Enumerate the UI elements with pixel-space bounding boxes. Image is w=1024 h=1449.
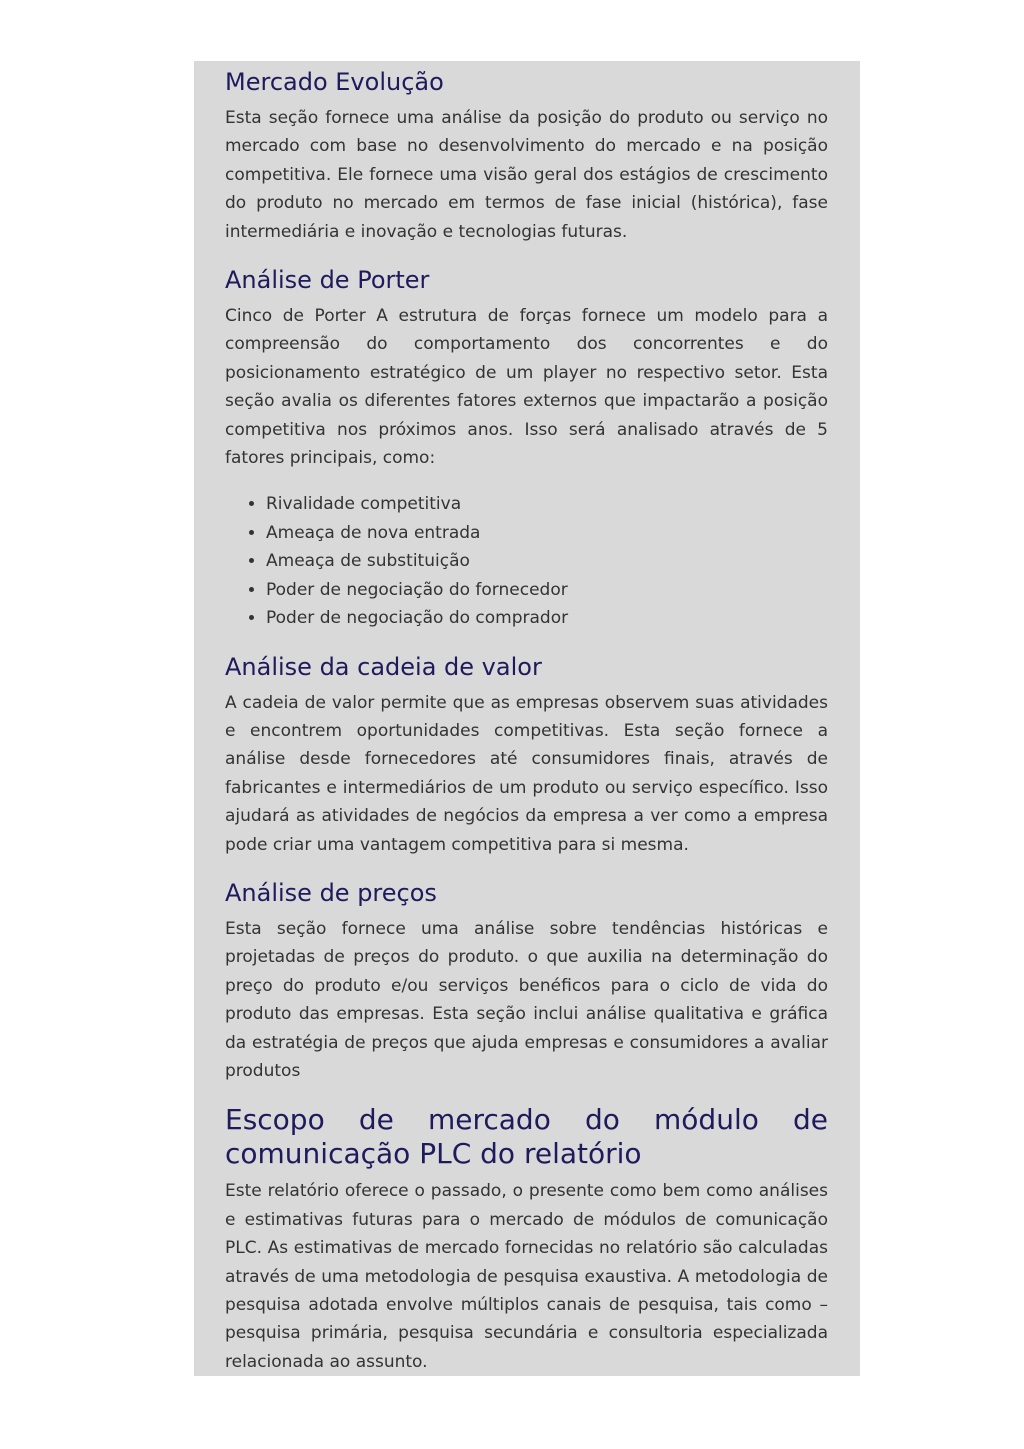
document-page [194, 61, 860, 1376]
heading-market-scope: Escopo de mercado do módulo de comunicação PLC do relatório [225, 1103, 828, 1171]
heading-value-chain: Análise da cadeia de valor [225, 652, 542, 681]
paragraph-value-chain: A cadeia de valor permite que as empresas observem suas atividades e encontrem oportunidades competitivas. Esta seção fornece a análise desde fornecedores até consumidores finais, através de fabricantes e intermediários de um produto ou serviço específico. Isso ajudará as atividades de negócios da empresa a ver como a empresa pode criar uma vantagem competitiva para si mesma. [225, 692, 828, 855]
paragraph-market-scope: Este relatório oferece o passado, o presente como bem como análises e estimativas futuras para o mercado de módulos de comunicação PLC. As estimativas de mercado fornecidas no relatório são calculadas através de uma metodologia de pesquisa exaustiva. A metodologia de pesquisa adotada envolve múltiplos canais de pesquisa, tais como – pesquisa primária, pesquisa secundária e consultoria especializada relacionada ao assunto. [225, 1181, 828, 1372]
heading-pricing-analysis: Análise de preços [225, 878, 437, 907]
paragraph-market-evolution: Esta seção fornece uma análise da posição do produto ou serviço no mercado com base no desenvolvimento do mercado e na posição competitiva. Ele fornece uma visão geral dos estágios de crescimento do produto no mercado em termos de fase inicial (histórica), fase intermediária e inovação e tecnologias futuras. [225, 108, 828, 242]
section-market-scope [225, 1103, 828, 1376]
list-item: • Rivalidade competitiva [266, 490, 828, 518]
section-market-evolution [225, 66, 828, 246]
paragraph-pricing-analysis: Esta seção fornece uma análise sobre tendências históricas e projetadas de preços do produto. o que auxilia na determinação do preço do produto e/ou serviços benéficos para o ciclo de vida do produto das empresas. Esta seção inclui análise qualitativa e gráfica da estratégia de preços que ajuda empresas e consumidores a avaliar produtos [225, 918, 828, 1081]
paragraph-porter-analysis: Cinco de Porter A estrutura de forças fornece um modelo para a compreensão do comportamento dos concorrentes e do posicionamento estratégico de um player no respectivo setor. Esta seção avalia os diferentes fatores externos que impactarão a posição competitiva nos próximos anos. Isso será analisado através de 5 fatores principais, como: [225, 306, 828, 469]
section-porter-analysis [225, 264, 828, 632]
section-pricing-analysis [225, 877, 828, 1085]
document-content [225, 61, 828, 1376]
heading-porter-analysis: Análise de Porter [225, 266, 430, 295]
list-item: • Poder de negociação do comprador [266, 604, 828, 632]
list-item: • Ameaça de nova entrada [266, 519, 828, 547]
list-item: • Ameaça de substituição [266, 547, 828, 575]
porter-forces-list [225, 490, 828, 632]
section-value-chain [225, 651, 828, 859]
heading-market-evolution: Mercado Evolução [225, 68, 444, 96]
list-item: • Poder de negociação do fornecedor [266, 576, 828, 604]
